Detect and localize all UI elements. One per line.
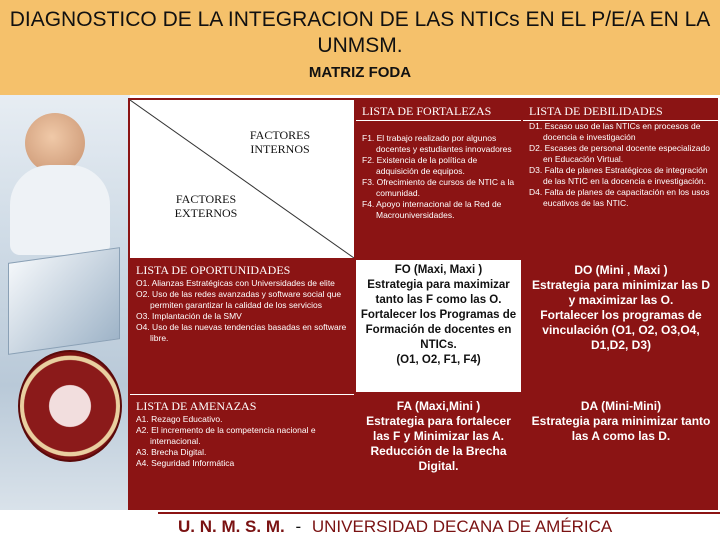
list-item: F2. Existencia de la política de adquisición de equipos. <box>362 155 478 176</box>
fa-goal: Estrategia para fortalecer las F y Minimizar las A. <box>366 414 511 443</box>
da-strategy-cell <box>523 394 718 510</box>
fa-strategy-cell <box>356 394 521 510</box>
university-seal-logo <box>18 350 122 462</box>
list-item: F3. Ofrecimiento de cursos de NTIC a la comunidad. <box>362 177 515 198</box>
list-item: A3. Brecha Digital. <box>136 447 207 457</box>
weaknesses-header: LISTA DE DEBILIDADES <box>529 104 663 118</box>
monitor-image <box>8 247 120 355</box>
diagonal-line <box>130 100 354 258</box>
do-strategy-cell <box>523 260 718 392</box>
list-item: O3. Implantación de la SMV <box>136 311 242 321</box>
person-head-image <box>25 113 85 173</box>
list-item: A4. Seguridad Informática <box>136 458 235 468</box>
list-item: A1. Rezago Educativo. <box>136 414 223 424</box>
fa-action: Reducción de la Brecha Digital. <box>370 444 507 473</box>
list-item: D4. Falta de planes de capacitación en los usos eucativos de las NTIC. <box>529 187 710 208</box>
threats-cell <box>130 394 354 510</box>
list-item: F1. El trabajo realizado por algunos docentes y estudiantes innovadores <box>362 133 512 154</box>
weaknesses-list <box>529 121 715 209</box>
fa-strategy <box>360 399 517 474</box>
fa-title: FA (Maxi,Mini ) <box>396 399 481 413</box>
list-item: O2. Uso de las redes avanzadas y software social que permiten garantizar la calidad de los servicios <box>136 289 342 310</box>
footer-university-name: UNIVERSIDAD DECANA DE AMÉRICA <box>311 517 613 536</box>
footer-text <box>178 517 612 537</box>
fo-codes: (O1, O2, F1, F4) <box>396 354 481 366</box>
do-strategy <box>529 263 713 353</box>
da-title: DA (Mini-Mini) <box>580 399 662 413</box>
list-item: O1. Alianzas Estratégicas con Universidades de elite <box>136 278 335 288</box>
threats-top-rule <box>130 394 354 395</box>
internal-factors-label: FACTORES INTERNOS <box>249 128 311 156</box>
strengths-header: LISTA DE FORTALEZAS <box>362 104 492 118</box>
person-shirt-image <box>10 165 110 255</box>
strengths-cell <box>356 100 521 258</box>
list-item: D1. Escaso uso de las NTICs en procesos de docencia e investigación <box>529 121 701 142</box>
do-title: DO (Mini , Maxi ) <box>574 263 668 277</box>
list-item: D2. Escases de personal docente especializado en Educación Virtual. <box>529 143 710 164</box>
fo-action: Fortalecer los Programas de Formación de docentes en NTICs. <box>360 309 517 351</box>
do-goal: Estrategia para minimizar las D y maximizar las O. <box>531 278 711 307</box>
page-subtitle: MATRIZ FODA <box>308 64 412 81</box>
list-item: F4. Apoyo internacional de la Red de Macrouniversidades. <box>362 199 502 220</box>
do-action: Fortalecer los programas de vinculación (O1, O2, O3,O4, D1,D2, D3) <box>540 308 702 352</box>
strengths-list <box>362 133 517 221</box>
footer-separator: - <box>295 517 302 536</box>
weaknesses-cell <box>523 100 718 258</box>
da-goal: Estrategia para minimizar tanto las A como las D. <box>531 414 711 443</box>
list-item: O4. Uso de las nuevas tendencias basadas en software libre. <box>136 322 347 343</box>
da-strategy <box>529 399 713 444</box>
fo-title: FO (Maxi, Maxi ) <box>394 264 483 276</box>
threats-header: LISTA DE AMENAZAS <box>136 399 257 413</box>
list-item: A2. El incremento de la competencia nacional e internacional. <box>136 425 316 446</box>
external-factors-label: FACTORES EXTERNOS <box>174 192 238 220</box>
diagonal-cell <box>130 100 354 258</box>
threats-list <box>136 414 350 469</box>
opportunities-cell <box>130 260 354 392</box>
footer <box>0 512 720 540</box>
opportunities-header: LISTA DE OPORTUNIDADES <box>136 263 291 277</box>
fo-strategy <box>360 263 517 368</box>
fo-strategy-cell <box>356 260 521 392</box>
list-item: D3. Falta de planes Estratégicos de integración de las NTIC en la docencia e investigación. <box>529 165 708 186</box>
strengths-header-rule <box>356 120 521 121</box>
fo-goal: Estrategia para maximizar tanto las F como las O. <box>367 279 510 306</box>
footer-acronym: U. N. M. S. M. <box>178 517 285 536</box>
page-title: DIAGNOSTICO DE LA INTEGRACION DE LAS NTICs EN EL P/E/A EN LA UNMSM. <box>9 8 711 57</box>
footer-rule <box>158 512 720 514</box>
opportunities-list <box>136 278 350 344</box>
